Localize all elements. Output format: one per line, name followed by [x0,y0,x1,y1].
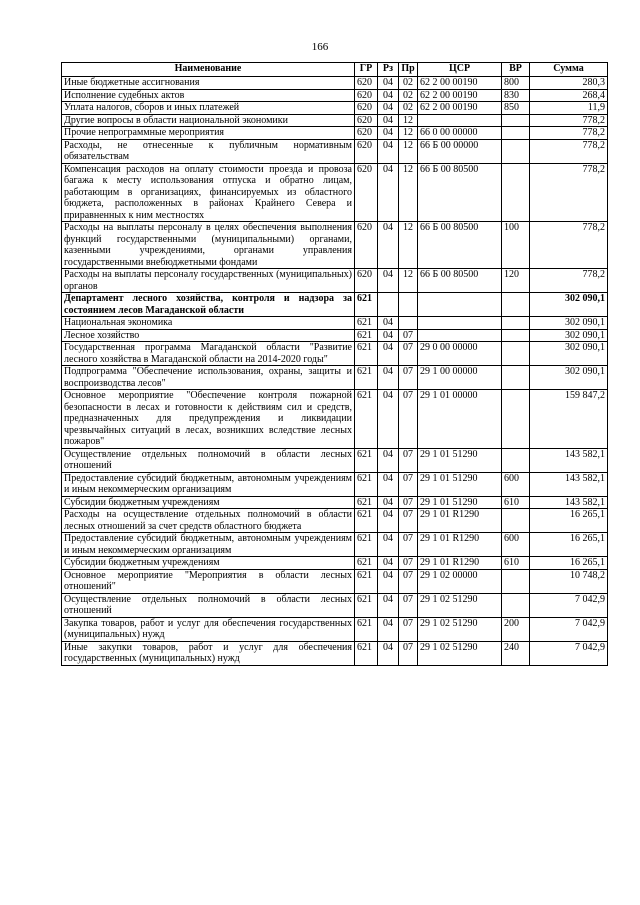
cell-sum: 16 265,1 [530,509,608,533]
cell-sum: 16 265,1 [530,557,608,570]
cell-pr: 02 [399,77,418,90]
cell-name: Лесное хозяйство [62,329,355,342]
cell-vr [502,509,530,533]
cell-sum: 302 090,1 [530,329,608,342]
budget-table [61,62,608,666]
cell-vr: 850 [502,102,530,115]
cell-sum: 143 582,1 [530,448,608,472]
cell-sum: 16 265,1 [530,533,608,557]
cell-vr: 240 [502,641,530,665]
cell-name: Государственная программа Магаданской области "Развитие лесного хозяйства в Магаданской области на 2014-2020 годы" [62,342,355,366]
cell-vr: 100 [502,222,530,269]
page-number: 166 [311,41,329,53]
cell-csr: 29 0 00 00000 [418,342,502,366]
header-row [62,63,608,77]
cell-rz: 04 [378,269,399,293]
table-row [62,293,608,317]
cell-sum: 778,2 [530,222,608,269]
cell-csr: 66 0 00 00000 [418,127,502,140]
cell-rz [378,293,399,317]
cell-sum: 11,9 [530,102,608,115]
cell-vr: 120 [502,269,530,293]
table-row [62,329,608,342]
cell-pr: 07 [399,593,418,617]
cell-rz: 04 [378,139,399,163]
cell-vr [502,569,530,593]
cell-vr [502,342,530,366]
cell-sum: 778,2 [530,163,608,222]
cell-csr: 62 2 00 00190 [418,77,502,90]
cell-csr: 62 2 00 00190 [418,89,502,102]
cell-gr: 620 [355,77,378,90]
cell-gr: 621 [355,641,378,665]
cell-pr: 02 [399,89,418,102]
cell-name: Расходы на выплаты персоналу в целях обеспечения выполнения функций государственными (муниципальными) органами, казенными учреждениями, органами управления государственными внебюджетными фондами [62,222,355,269]
table-row [62,139,608,163]
cell-sum: 302 090,1 [530,342,608,366]
cell-pr [399,317,418,330]
cell-pr: 07 [399,448,418,472]
cell-pr: 12 [399,163,418,222]
cell-gr: 621 [355,390,378,449]
cell-rz: 04 [378,448,399,472]
header-name: Наименование [62,63,355,77]
cell-pr: 07 [399,569,418,593]
cell-rz: 04 [378,569,399,593]
cell-rz: 04 [378,102,399,115]
cell-sum: 778,2 [530,127,608,140]
cell-vr [502,448,530,472]
cell-csr: 29 1 02 51290 [418,593,502,617]
cell-pr: 07 [399,509,418,533]
table-row [62,472,608,496]
cell-csr: 66 Б 00 80500 [418,163,502,222]
cell-pr: 12 [399,114,418,127]
table-row [62,77,608,90]
header-csr: ЦСР [418,63,502,77]
cell-rz: 04 [378,390,399,449]
cell-name: Закупка товаров, работ и услуг для обеспечения государственных (муниципальных) нужд [62,617,355,641]
cell-gr: 620 [355,127,378,140]
cell-rz: 04 [378,593,399,617]
cell-gr: 620 [355,102,378,115]
cell-rz: 04 [378,342,399,366]
cell-sum: 159 847,2 [530,390,608,449]
cell-gr: 620 [355,89,378,102]
cell-gr: 621 [355,557,378,570]
cell-name: Расходы, не отнесенные к публичным нормативным обязательствам [62,139,355,163]
cell-name: Субсидии бюджетным учреждениям [62,496,355,509]
cell-csr: 29 1 02 51290 [418,641,502,665]
cell-vr: 800 [502,77,530,90]
cell-vr [502,127,530,140]
cell-csr: 29 1 02 51290 [418,617,502,641]
cell-pr: 12 [399,222,418,269]
cell-csr [418,329,502,342]
cell-sum: 280,3 [530,77,608,90]
cell-rz: 04 [378,89,399,102]
cell-rz: 04 [378,114,399,127]
cell-gr: 620 [355,139,378,163]
header-pr: Пр [399,63,418,77]
cell-vr: 610 [502,557,530,570]
cell-vr [502,593,530,617]
cell-name: Исполнение судебных актов [62,89,355,102]
cell-name: Предоставление субсидий бюджетным, автономным учреждениям и иным некоммерческим организациям [62,472,355,496]
cell-csr: 29 1 01 R1290 [418,557,502,570]
cell-gr: 621 [355,509,378,533]
cell-sum: 302 090,1 [530,317,608,330]
cell-gr: 620 [355,163,378,222]
cell-csr: 66 Б 00 80500 [418,222,502,269]
cell-name: Иные закупки товаров, работ и услуг для обеспечения государственных (муниципальных) нужд [62,641,355,665]
cell-name: Прочие непрограммные мероприятия [62,127,355,140]
cell-vr [502,293,530,317]
cell-csr [418,317,502,330]
cell-name: Расходы на выплаты персоналу государственных (муниципальных) органов [62,269,355,293]
cell-name: Компенсация расходов на оплату стоимости проезда и провоза багажа к месту использования отпуска и обратно лицам, работающим в организациях, финансируемых из областного бюджета, расположенных в районах Крайнего Севера и приравненных к ним местностях [62,163,355,222]
cell-sum: 7 042,9 [530,593,608,617]
cell-gr: 620 [355,269,378,293]
table-row [62,102,608,115]
cell-rz: 04 [378,641,399,665]
cell-name: Департамент лесного хозяйства, контроля и надзора за состоянием лесов Магаданской области [62,293,355,317]
table-row [62,127,608,140]
cell-rz: 04 [378,222,399,269]
cell-pr: 07 [399,496,418,509]
cell-sum: 143 582,1 [530,496,608,509]
cell-pr: 07 [399,366,418,390]
cell-name: Подпрограмма "Обеспечение использования, охраны, защиты и воспроизводства лесов" [62,366,355,390]
cell-vr [502,390,530,449]
table-row [62,448,608,472]
cell-csr: 62 2 00 00190 [418,102,502,115]
cell-gr: 620 [355,114,378,127]
cell-vr [502,329,530,342]
cell-rz: 04 [378,163,399,222]
cell-csr [418,114,502,127]
table-row [62,114,608,127]
cell-rz: 04 [378,366,399,390]
cell-name: Осуществление отдельных полномочий в области лесных отношений [62,593,355,617]
cell-name: Основное мероприятие "Мероприятия в области лесных отношений" [62,569,355,593]
cell-vr: 600 [502,533,530,557]
cell-gr: 621 [355,496,378,509]
cell-sum: 7 042,9 [530,641,608,665]
cell-gr: 621 [355,293,378,317]
cell-csr: 29 1 01 51290 [418,496,502,509]
table-row [62,509,608,533]
cell-name: Национальная экономика [62,317,355,330]
cell-vr [502,163,530,222]
cell-sum: 778,2 [530,114,608,127]
cell-gr: 621 [355,569,378,593]
cell-rz: 04 [378,557,399,570]
table-row [62,89,608,102]
table-row [62,163,608,222]
cell-gr: 621 [355,366,378,390]
table-row [62,593,608,617]
cell-sum: 268,4 [530,89,608,102]
cell-csr [418,293,502,317]
cell-csr: 29 1 02 00000 [418,569,502,593]
cell-vr [502,317,530,330]
cell-gr: 620 [355,222,378,269]
table-row [62,617,608,641]
cell-gr: 621 [355,617,378,641]
cell-pr: 07 [399,641,418,665]
cell-gr: 621 [355,342,378,366]
cell-gr: 621 [355,533,378,557]
cell-csr: 66 Б 00 00000 [418,139,502,163]
cell-rz: 04 [378,317,399,330]
cell-csr: 29 1 00 00000 [418,366,502,390]
table-row [62,366,608,390]
cell-pr [399,293,418,317]
cell-pr: 07 [399,533,418,557]
cell-sum: 778,2 [530,139,608,163]
cell-pr: 12 [399,127,418,140]
cell-vr [502,139,530,163]
header-gr: ГР [355,63,378,77]
cell-vr: 200 [502,617,530,641]
cell-csr: 29 1 01 51290 [418,472,502,496]
cell-pr: 07 [399,617,418,641]
table-body [62,77,608,666]
cell-name: Субсидии бюджетным учреждениям [62,557,355,570]
table-row [62,317,608,330]
cell-rz: 04 [378,472,399,496]
table-header [62,63,608,77]
cell-rz: 04 [378,127,399,140]
cell-gr: 621 [355,472,378,496]
cell-pr: 12 [399,139,418,163]
table-row [62,496,608,509]
cell-rz: 04 [378,77,399,90]
cell-name: Уплата налогов, сборов и иных платежей [62,102,355,115]
cell-sum: 10 748,2 [530,569,608,593]
cell-csr: 29 1 01 R1290 [418,533,502,557]
cell-pr: 07 [399,329,418,342]
table-row [62,641,608,665]
cell-pr: 07 [399,472,418,496]
cell-name: Предоставление субсидий бюджетным, автономным учреждениям и иным некоммерческим организациям [62,533,355,557]
cell-gr: 621 [355,448,378,472]
table-row [62,342,608,366]
cell-sum: 302 090,1 [530,293,608,317]
cell-name: Иные бюджетные ассигнования [62,77,355,90]
header-sum: Сумма [530,63,608,77]
cell-pr: 12 [399,269,418,293]
cell-sum: 778,2 [530,269,608,293]
cell-name: Другие вопросы в области национальной экономики [62,114,355,127]
cell-pr: 07 [399,342,418,366]
cell-name: Осуществление отдельных полномочий в области лесных отношений [62,448,355,472]
cell-rz: 04 [378,533,399,557]
cell-sum: 7 042,9 [530,617,608,641]
table-row [62,390,608,449]
table-row [62,569,608,593]
cell-csr: 66 Б 00 80500 [418,269,502,293]
cell-pr: 07 [399,557,418,570]
table-row [62,269,608,293]
cell-vr [502,114,530,127]
cell-rz: 04 [378,329,399,342]
cell-pr: 02 [399,102,418,115]
cell-vr: 610 [502,496,530,509]
header-vr: ВР [502,63,530,77]
cell-vr: 600 [502,472,530,496]
cell-vr: 830 [502,89,530,102]
cell-sum: 143 582,1 [530,472,608,496]
cell-rz: 04 [378,617,399,641]
cell-csr: 29 1 01 R1290 [418,509,502,533]
cell-pr: 07 [399,390,418,449]
cell-rz: 04 [378,496,399,509]
table-row [62,222,608,269]
cell-csr: 29 1 01 00000 [418,390,502,449]
cell-name: Основное мероприятие "Обеспечение контроля пожарной безопасности в лесах и готовности к действиям сил и средств, предназначенных для предупреждения и ликвидации чрезвычайных ситуаций в лесах, возникших вследствие лесных пожаров" [62,390,355,449]
cell-csr: 29 1 01 51290 [418,448,502,472]
table-row [62,533,608,557]
cell-vr [502,366,530,390]
table-row [62,557,608,570]
cell-sum: 302 090,1 [530,366,608,390]
cell-gr: 621 [355,329,378,342]
cell-gr: 621 [355,317,378,330]
header-rz: Рз [378,63,399,77]
cell-name: Расходы на осуществление отдельных полномочий в области лесных отношений за счет средств областного бюджета [62,509,355,533]
cell-rz: 04 [378,509,399,533]
cell-gr: 621 [355,593,378,617]
